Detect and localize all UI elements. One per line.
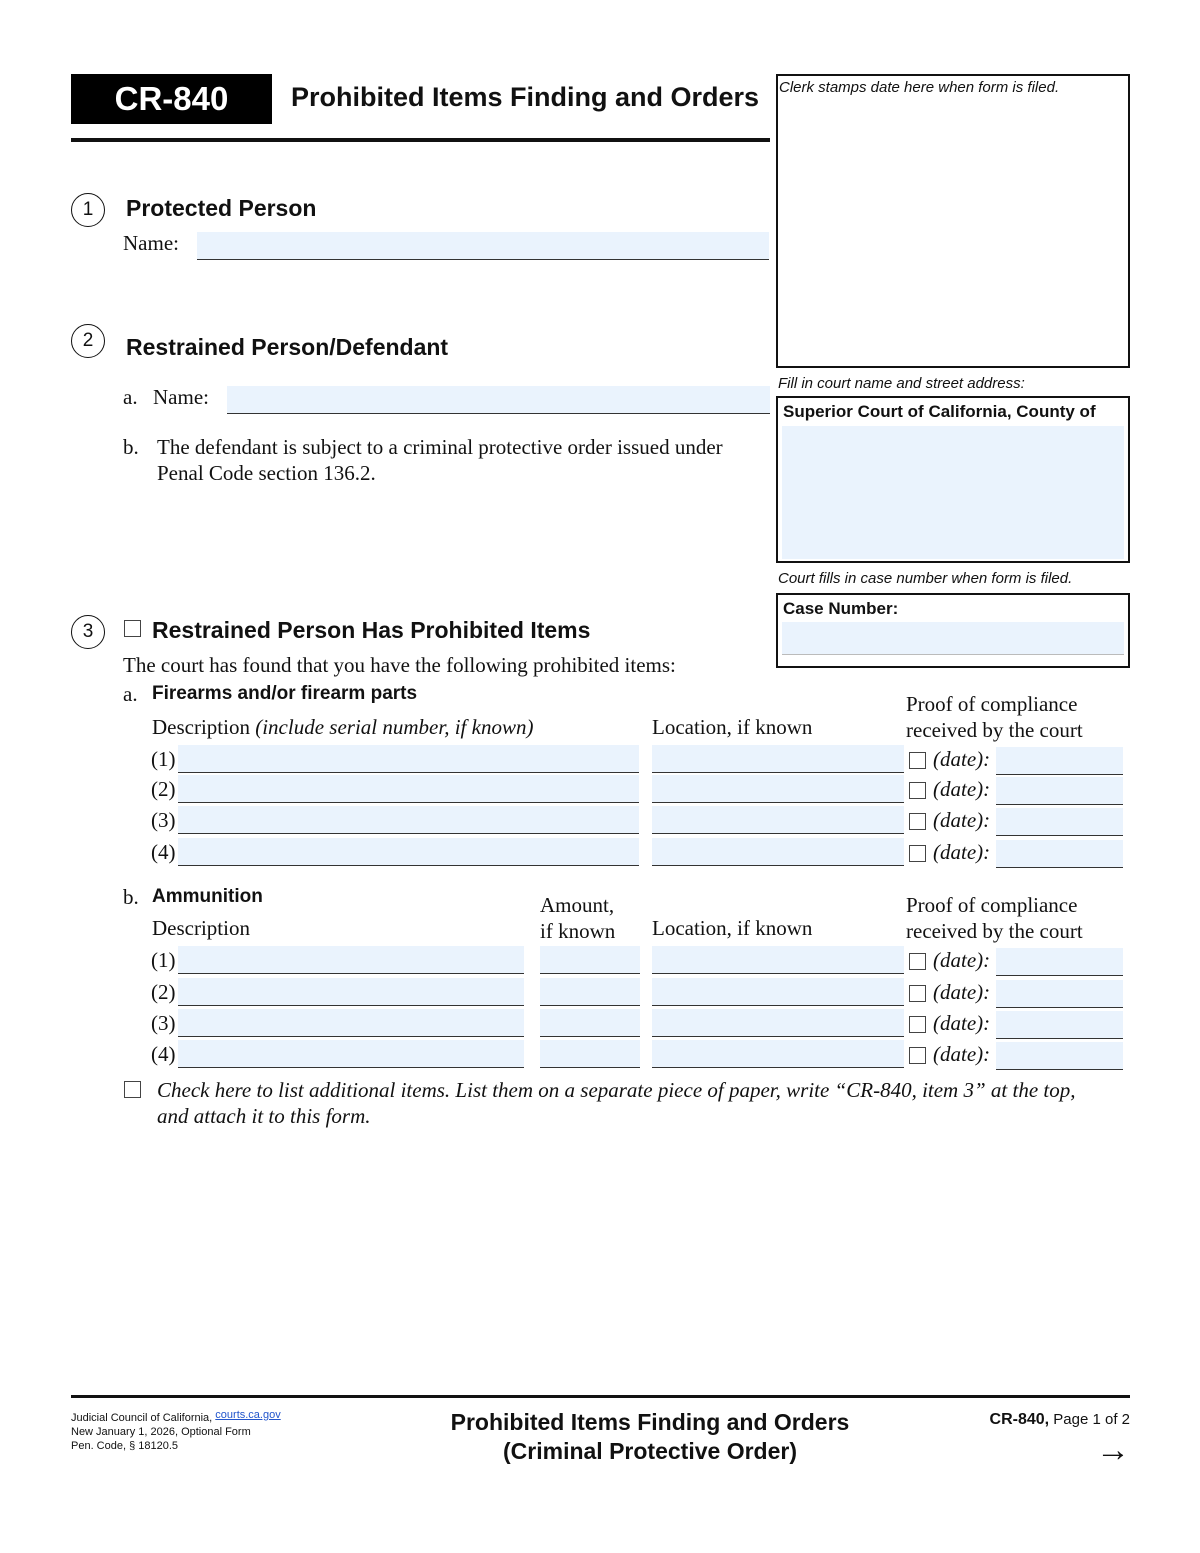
footer-link[interactable]: courts.ca.gov — [215, 1409, 281, 1421]
item-3-intro: The court has found that you have the following prohibited items: — [123, 653, 676, 677]
firearms-proof-checkbox[interactable] — [909, 845, 926, 862]
footer-code-line: Pen. Code, § 18120.5 — [71, 1440, 179, 1452]
court-name-field[interactable] — [782, 426, 1124, 559]
case-number-box — [776, 593, 1130, 668]
item-2b-letter: b. — [123, 435, 139, 459]
item-2b-line1: The defendant is subject to a criminal protective order issued under — [157, 435, 723, 459]
item-3b-letter: b. — [123, 885, 139, 909]
firearms-location-field[interactable] — [652, 838, 904, 866]
ammunition-proof-checkbox[interactable] — [909, 953, 926, 970]
ammunition-proof-date-field[interactable] — [996, 1042, 1123, 1070]
form-number-badge — [71, 74, 272, 124]
item-3a-letter: a. — [123, 682, 138, 706]
ammunition-proof-line2: received by the court — [906, 919, 1083, 943]
firearms-date-label: (date): — [933, 808, 991, 832]
footer-left — [71, 1411, 281, 1453]
ammunition-proof-date-field[interactable] — [996, 948, 1123, 976]
firearms-date-label: (date): — [933, 777, 991, 801]
next-page-arrow-icon[interactable]: → — [1096, 1431, 1130, 1469]
footer-date-line: New January 1, 2026, Optional Form — [71, 1426, 251, 1438]
item-2-number: 2 — [71, 324, 105, 358]
footer-council: Judicial Council of California, — [71, 1412, 213, 1424]
footer-page-info — [990, 1411, 1130, 1429]
firearms-location-field[interactable] — [652, 775, 904, 803]
ammunition-location-header: Location, if known — [652, 916, 813, 940]
item-3-heading: Restrained Person Has Prohibited Items — [152, 617, 591, 643]
additional-items-line1: Check here to list additional items. List them on a separate piece of paper, write “CR-840, item 3” at the top, — [157, 1078, 1076, 1102]
clerk-stamp-note: Clerk stamps date here when form is filed. — [779, 79, 1060, 96]
firearms-desc-hint: (include serial number, if known) — [255, 715, 534, 739]
ammunition-amount-line2: if known — [540, 919, 616, 943]
firearms-title: Firearms and/or firearm parts — [152, 683, 418, 704]
footer-title — [400, 1408, 900, 1466]
header-rule — [71, 138, 770, 142]
court-box — [776, 396, 1130, 563]
footer-page-text: Page 1 of 2 — [1053, 1411, 1130, 1428]
ammunition-row-number: (2) — [151, 980, 176, 1004]
ammunition-location-field[interactable] — [652, 978, 904, 1006]
firearms-proof-date-field[interactable] — [996, 808, 1123, 836]
court-label: Superior Court of California, County of — [783, 402, 1096, 421]
item-3-number: 3 — [71, 615, 105, 649]
footer-title-line2: (Criminal Protective Order) — [503, 1438, 797, 1464]
ammunition-proof-date-field[interactable] — [996, 1011, 1123, 1039]
ammunition-description-field[interactable] — [178, 1009, 524, 1037]
firearms-location-field[interactable] — [652, 745, 904, 773]
case-number-label: Case Number: — [783, 599, 899, 618]
ammunition-row-number: (1) — [151, 948, 176, 972]
ammunition-description-field[interactable] — [178, 946, 524, 974]
firearms-proof-line1: Proof of compliance — [906, 692, 1078, 716]
item-2b-line2: Penal Code section 136.2. — [157, 461, 376, 485]
firearms-row-number: (4) — [151, 840, 176, 864]
form-title: Prohibited Items Finding and Orders — [291, 82, 760, 112]
firearms-location-header: Location, if known — [652, 715, 813, 739]
ammunition-date-label: (date): — [933, 1011, 991, 1035]
ammunition-proof-date-field[interactable] — [996, 980, 1123, 1008]
ammunition-proof-line1: Proof of compliance — [906, 893, 1078, 917]
item-2a-letter: a. — [123, 385, 138, 409]
firearms-description-field[interactable] — [178, 838, 639, 866]
case-instruction: Court fills in case number when form is filed. — [778, 570, 1073, 587]
protected-name-field[interactable] — [197, 232, 769, 260]
ammunition-amount-line1: Amount, — [540, 893, 615, 917]
ammunition-date-label: (date): — [933, 1042, 991, 1066]
ammunition-location-field[interactable] — [652, 946, 904, 974]
ammunition-location-field[interactable] — [652, 1009, 904, 1037]
clerk-stamp-box — [776, 74, 1130, 368]
footer-form-number: CR-840, — [989, 1411, 1050, 1428]
ammunition-date-label: (date): — [933, 980, 991, 1004]
form-number: CR-840 — [114, 80, 229, 117]
firearms-date-label: (date): — [933, 840, 991, 864]
ammunition-location-field[interactable] — [652, 1040, 904, 1068]
ammunition-amount-field[interactable] — [540, 978, 640, 1006]
firearms-row-number: (1) — [151, 747, 176, 771]
firearms-proof-checkbox[interactable] — [909, 813, 926, 830]
firearms-date-label: (date): — [933, 747, 991, 771]
protected-name-label: Name: — [123, 231, 179, 255]
case-number-field[interactable] — [782, 622, 1124, 655]
ammunition-row-number: (3) — [151, 1011, 176, 1035]
footer-rule — [71, 1395, 1130, 1398]
firearms-proof-date-field[interactable] — [996, 747, 1123, 775]
ammunition-description-header: Description — [152, 916, 250, 940]
ammunition-description-field[interactable] — [178, 1040, 524, 1068]
ammunition-amount-field[interactable] — [540, 946, 640, 974]
firearms-location-field[interactable] — [652, 806, 904, 834]
ammunition-proof-checkbox[interactable] — [909, 1016, 926, 1033]
ammunition-row-number: (4) — [151, 1042, 176, 1066]
ammunition-amount-field[interactable] — [540, 1009, 640, 1037]
item-1-heading: Protected Person — [126, 195, 317, 221]
item-2-heading: Restrained Person/Defendant — [126, 334, 449, 360]
ammunition-date-label: (date): — [933, 948, 991, 972]
restrained-name-field[interactable] — [227, 386, 770, 414]
additional-items-line2: and attach it to this form. — [157, 1104, 371, 1128]
ammunition-amount-field[interactable] — [540, 1040, 640, 1068]
firearms-proof-checkbox[interactable] — [909, 782, 926, 799]
ammunition-title: Ammunition — [152, 886, 263, 907]
court-instruction: Fill in court name and street address: — [778, 375, 1025, 392]
footer-title-line1: Prohibited Items Finding and Orders — [450, 1409, 850, 1435]
firearms-proof-date-field[interactable] — [996, 840, 1123, 868]
firearms-row-number: (3) — [151, 808, 176, 832]
firearms-description-field[interactable] — [178, 775, 639, 803]
firearms-proof-checkbox[interactable] — [909, 752, 926, 769]
ammunition-proof-checkbox[interactable] — [909, 1047, 926, 1064]
firearms-description-header — [152, 715, 533, 740]
firearms-description-field[interactable] — [178, 806, 639, 834]
firearms-desc-label: Description — [152, 715, 250, 739]
firearms-row-number: (2) — [151, 777, 176, 801]
ammunition-proof-checkbox[interactable] — [909, 985, 926, 1002]
firearms-proof-line2: received by the court — [906, 718, 1083, 742]
firearms-description-field[interactable] — [178, 745, 639, 773]
firearms-proof-date-field[interactable] — [996, 777, 1123, 805]
additional-items-checkbox[interactable] — [124, 1081, 141, 1098]
item-3-checkbox[interactable] — [124, 620, 141, 637]
item-1-number: 1 — [71, 193, 105, 227]
restrained-name-label: Name: — [153, 385, 209, 409]
ammunition-description-field[interactable] — [178, 978, 524, 1006]
